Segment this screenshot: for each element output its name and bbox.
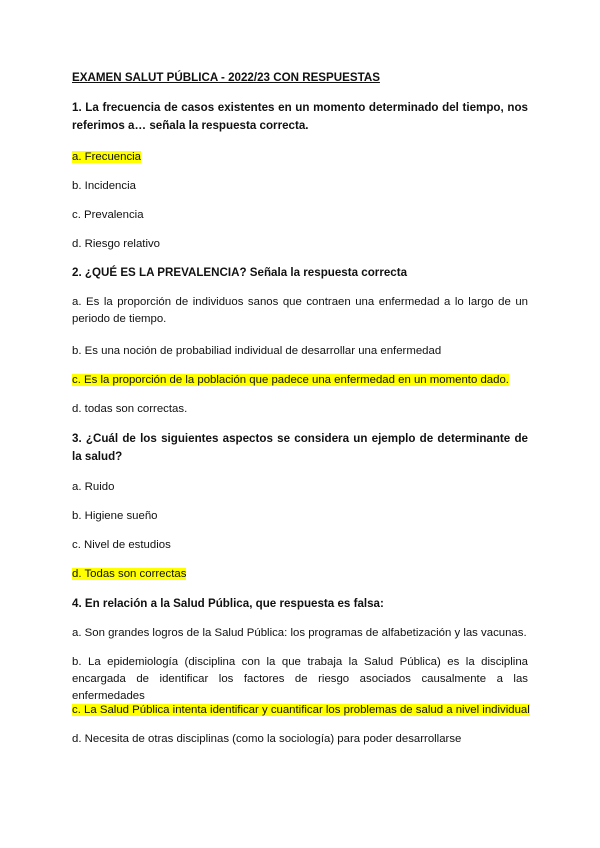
q3-option-d [72, 566, 528, 583]
answer-highlight: c. La Salud Pública intenta identificar y cuantificar los problemas de salud a nivel individual [72, 704, 530, 716]
q1-option-d: d. Riesgo relativo [72, 238, 161, 250]
q4-option-b: b. La epidemiología (disciplina con la que trabaja la Salud Pública) es la disciplina encargada de identificar los factores de riesgo asociados causalmente a las enfermedades [72, 656, 528, 702]
q2-option-b: b. Es una noción de probabiliad individual de desarrollar una enfermedad [72, 345, 442, 357]
question-4: 4. En relación a la Salud Pública, que respuesta es falsa: [72, 597, 384, 610]
answer-highlight: d. Todas son correctas [72, 568, 187, 580]
q2-option-c [72, 372, 528, 389]
q1-option-b: b. Incidencia [72, 180, 136, 192]
q2-option-d: d. todas son correctas. [72, 403, 188, 415]
q3-option-b: b. Higiene sueño [72, 510, 158, 522]
q4-option-d: d. Necesita de otras disciplinas (como la sociología) para poder desarrollarse [72, 733, 462, 745]
answer-highlight: a. Frecuencia [72, 151, 142, 163]
q4-option-c [72, 702, 528, 719]
q3-option-a: a. Ruido [72, 481, 115, 493]
q3-option-c: c. Nivel de estudios [72, 539, 171, 551]
q2-option-a: a. Es la proporción de individuos sanos que contraen una enfermedad a lo largo de un periodo de tiempo. [72, 296, 528, 325]
exam-title: EXAMEN SALUT PÚBLICA - 2022/23 CON RESPUESTAS [72, 71, 380, 84]
question-2: 2. ¿QUÉ ES LA PREVALENCIA? Señala la respuesta correcta [72, 266, 408, 279]
q1-option-c: c. Prevalencia [72, 209, 144, 221]
answer-highlight: c. Es la proporción de la población que padece una enfermedad en un momento dado. [72, 374, 509, 386]
question-3: 3. ¿Cuál de los siguientes aspectos se considera un ejemplo de determinante de la salud? [72, 432, 528, 463]
q4-option-a: a. Son grandes logros de la Salud Pública: los programas de alfabetización y las vacunas. [72, 627, 527, 639]
question-1: 1. La frecuencia de casos existentes en un momento determinado del tiempo, nos referimos a… señala la respuesta correcta. [72, 101, 528, 132]
q1-option-a [72, 149, 528, 166]
